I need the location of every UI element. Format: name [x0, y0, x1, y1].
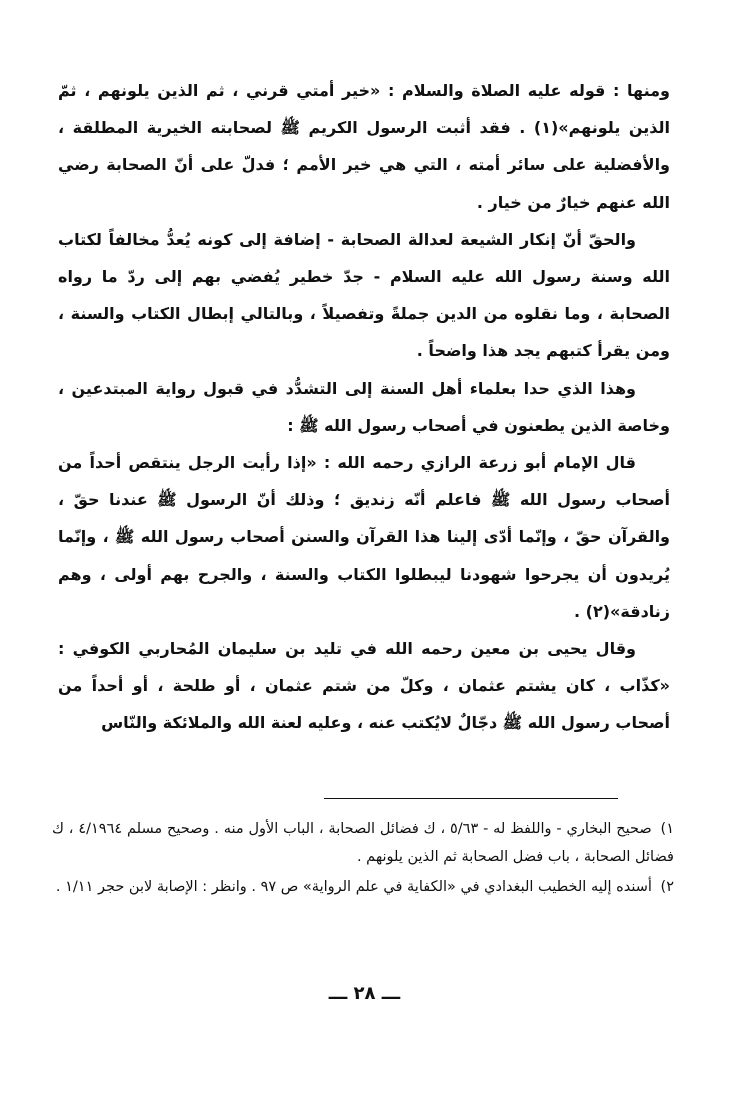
- paragraph-3: وهذا الذي حدا بعلماء أهل السنة إلى التشدُّد في قبول رواية المبتدعين ، وخاصة الذين يطعنون في أصحاب رسول الله ﷺ :: [58, 378, 670, 435]
- paragraph-2: والحقّ أنّ إنكار الشيعة لعدالة الصحابة - إضافة إلى كونه يُعدُّ مخالفاً لكتاب الله وسنة رسول الله عليه السلام - جدّ خطير يُفضي بهم إلى ردّ ما رواه الصحابة ، وما نقلوه من الدين جملةً وتفصيلاً ، وبالتالي إبطال الكتاب والسنة ، ومن يقرأ كتبهم يجد هذا واضحاً .: [58, 229, 670, 361]
- page-number: ـــ ٢٨ ـــ: [328, 983, 401, 1004]
- footnote-1: [52, 815, 674, 871]
- footnotes: [52, 815, 674, 903]
- paragraph-4: قال الإمام أبو زرعة الرازي رحمه الله : «إذا رأيت الرجل ينتقص أحداً من أصحاب رسول الله ﷺ فاعلم أنّه زنديق ؛ وذلك أنّ الرسول ﷺ عندنا حقّ ، والقرآن حقّ ، وإنّما أدّى إلينا هذا القرآن والسنن أصحاب رسول الله ﷺ ، وإنّما يُريدون أن يجرحوا شهودنا ليبطلوا الكتاب والسنة ، والجرح بهم أولى ، وهم زنادقة»(٢) .: [58, 453, 670, 621]
- footnote-2: [52, 873, 674, 901]
- footnote-text: صحيح البخاري - واللفظ له - ٥/٦٣ ، ك فضائل الصحابة ، الباب الأول منه . وصحيح مسلم ٤/١٩٦٤ ، ك فضائل الصحابة ، باب فضل الصحابة ثم الذين يلونهم .: [52, 821, 674, 865]
- main-text: [58, 72, 670, 742]
- footnote-separator: [324, 798, 618, 799]
- footnote-number: ٢): [660, 879, 674, 895]
- footnote-text: أسنده إليه الخطيب البغدادي في «الكفاية في علم الرواية» ص ٩٧ . وانظر : الإصابة لابن حجر ١/١١ .: [55, 879, 652, 895]
- paragraph-1: ومنها : قوله عليه الصلاة والسلام : «خير أمتي قرني ، ثم الذين يلونهم ، ثمّ الذين يلونهم»(١) . فقد أثبت الرسول الكريم ﷺ لصحابته الخيرية المطلقة ، والأفضلية على سائر أمته ، التي هي خير الأمم ؛ فدلّ على أنّ الصحابة رضي الله عنهم خيارٌ من خيار .: [58, 81, 671, 212]
- footnote-number: ١): [660, 821, 674, 837]
- paragraph-5: وقال يحيى بن معين رحمه الله في تليد بن سليمان المُحاربي الكوفي : «كذّاب ، كان يشتم عثمان ، وكلّ من شتم عثمان ، أو طلحة ، أو أحداً من أصحاب رسول الله ﷺ دجّالٌ لايُكتب عنه ، وعليه لعنة الله والملائكة والنّاس: [58, 639, 670, 733]
